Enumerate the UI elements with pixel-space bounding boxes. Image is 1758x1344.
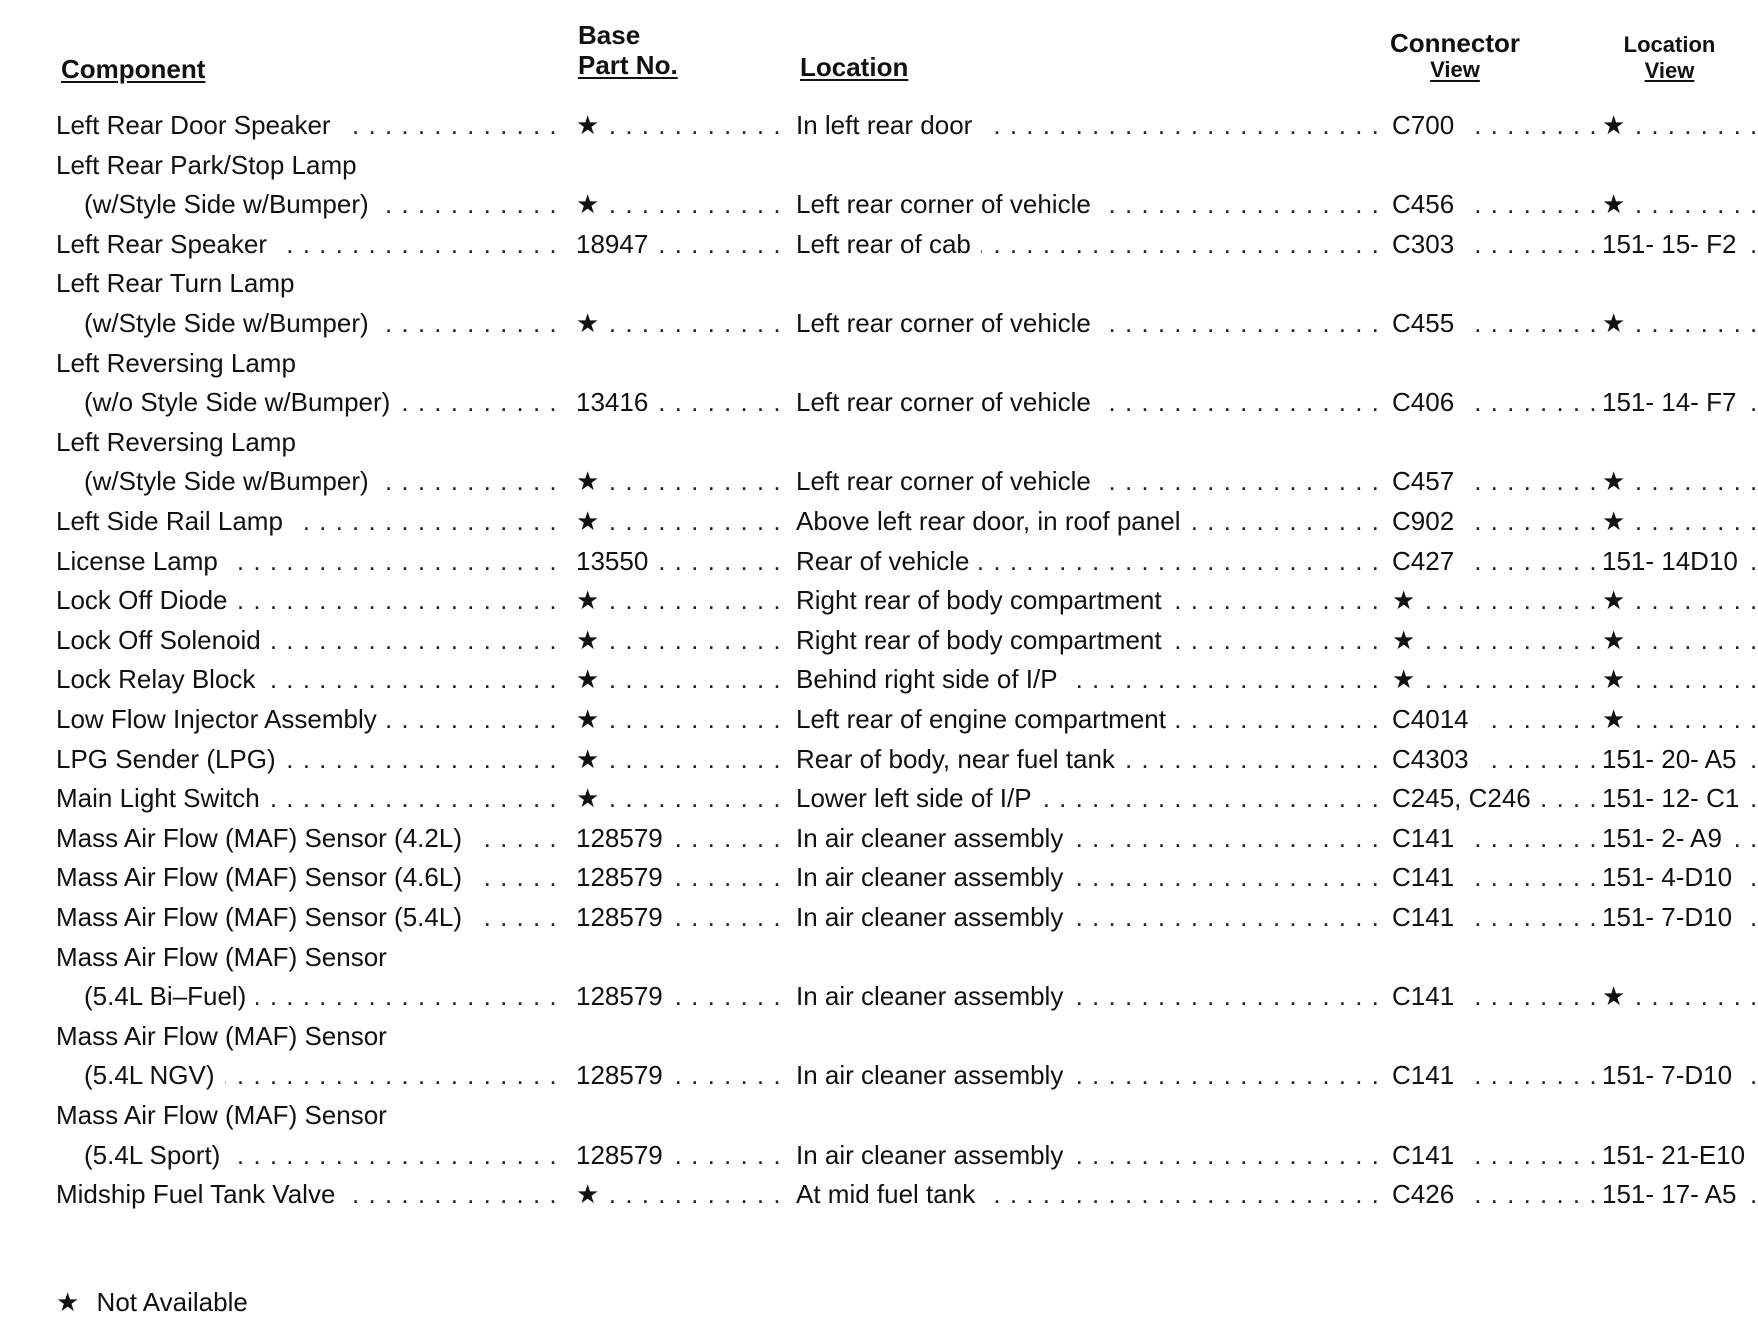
location-view-cell	[1602, 184, 1758, 224]
component-cell	[56, 897, 560, 937]
component-cell-text: (w/Style Side w/Bumper)	[56, 189, 379, 219]
connector-cell-text: ★	[1392, 625, 1425, 655]
location-cell	[796, 818, 1384, 858]
connector-cell-text: C456	[1392, 189, 1464, 219]
connector-cell-text: C427	[1392, 546, 1464, 576]
part-number-cell-text: 128579	[576, 981, 673, 1011]
connector-cell-text: C141	[1392, 1060, 1464, 1090]
table-row	[0, 303, 1758, 343]
connector-cell	[1392, 263, 1596, 303]
location-cell-text: Right rear of body compartment	[796, 625, 1172, 655]
connector-cell	[1392, 145, 1596, 185]
component-cell-text: Left Rear Door Speaker	[56, 110, 341, 140]
table-row	[0, 659, 1758, 699]
component-cell-text: (w/Style Side w/Bumper)	[56, 308, 379, 338]
connector-cell-text: C141	[1392, 862, 1464, 892]
component-cell	[56, 580, 560, 620]
part-number-cell	[576, 1174, 790, 1214]
connector-cell	[1392, 897, 1596, 937]
location-cell-text: At mid fuel tank	[796, 1179, 985, 1209]
table-row	[0, 461, 1758, 501]
header-connector-view-label: View	[1430, 57, 1480, 82]
location-view-cell	[1602, 382, 1758, 422]
location-cell	[796, 1055, 1384, 1095]
location-view-cell	[1602, 739, 1758, 779]
component-cell-text: Left Reversing Lamp	[56, 426, 296, 457]
header-location	[800, 52, 908, 82]
connector-cell	[1392, 659, 1596, 699]
component-cell	[56, 461, 560, 501]
location-view-cell-text: 151- 14- F7	[1602, 387, 1746, 417]
connector-cell-text: C426	[1392, 1179, 1464, 1209]
location-view-cell	[1602, 105, 1758, 145]
table-row	[0, 620, 1758, 660]
component-cell-text: Mass Air Flow (MAF) Sensor (4.6L)	[56, 862, 472, 892]
location-view-cell	[1602, 1095, 1758, 1135]
part-number-cell	[576, 145, 790, 185]
component-cell	[56, 976, 560, 1016]
part-number-cell	[576, 818, 790, 858]
location-cell-text: Left rear corner of vehicle	[796, 466, 1101, 496]
part-number-cell-text: ★	[576, 783, 609, 813]
location-view-cell-text: 151- 14D10	[1602, 546, 1748, 576]
table-row	[0, 976, 1758, 1016]
connector-cell	[1392, 620, 1596, 660]
location-cell	[796, 1016, 1384, 1056]
part-number-cell	[576, 1135, 790, 1175]
part-number-cell-text: ★	[576, 625, 609, 655]
part-number-cell-text: ★	[576, 110, 609, 140]
location-view-cell-text: 151- 20- A5	[1602, 744, 1746, 774]
location-cell	[796, 1174, 1384, 1214]
connector-cell	[1392, 184, 1596, 224]
location-view-cell	[1602, 263, 1758, 303]
connector-cell-text: C700	[1392, 110, 1464, 140]
location-cell-text: In air cleaner assembly	[796, 1060, 1073, 1090]
component-cell-text: Lock Off Solenoid	[56, 625, 271, 655]
part-number-cell	[576, 897, 790, 937]
part-number-cell	[576, 937, 790, 977]
table-row	[0, 382, 1758, 422]
location-cell	[796, 541, 1384, 581]
location-cell-text: Left rear corner of vehicle	[796, 308, 1101, 338]
component-cell-text: Left Rear Turn Lamp	[56, 268, 295, 299]
location-view-cell-text: ★	[1602, 189, 1635, 219]
location-cell	[796, 501, 1384, 541]
component-cell-text: (5.4L Sport)	[56, 1140, 230, 1170]
connector-cell	[1392, 1095, 1596, 1135]
location-cell-text: In air cleaner assembly	[796, 902, 1073, 932]
location-view-cell	[1602, 818, 1758, 858]
component-cell-text: Lock Off Diode	[56, 585, 238, 615]
header-part-no-label: Part No.	[578, 50, 678, 80]
location-view-cell	[1602, 620, 1758, 660]
component-cell-text: Left Rear Speaker	[56, 229, 277, 259]
header-location-label: Location	[800, 52, 909, 82]
connector-cell	[1392, 501, 1596, 541]
location-view-cell-text: 151- 17- A5	[1602, 1179, 1746, 1209]
component-cell-text: Left Side Rail Lamp	[56, 506, 293, 536]
connector-cell	[1392, 1135, 1596, 1175]
header-connector-label: Connector	[1390, 28, 1520, 58]
part-number-cell-text: 128579	[576, 823, 673, 853]
connector-cell	[1392, 857, 1596, 897]
component-cell	[56, 659, 560, 699]
table-row	[0, 184, 1758, 224]
part-number-cell-text: ★	[576, 189, 609, 219]
connector-cell	[1392, 818, 1596, 858]
component-cell	[56, 303, 560, 343]
location-view-cell	[1602, 1016, 1758, 1056]
header-connector-view	[1380, 28, 1530, 82]
table-row	[0, 937, 1758, 977]
location-cell	[796, 145, 1384, 185]
location-cell	[796, 897, 1384, 937]
component-cell	[56, 1135, 560, 1175]
connector-cell	[1392, 580, 1596, 620]
component-cell	[56, 145, 560, 185]
table-row	[0, 1174, 1758, 1214]
table-row	[0, 422, 1758, 462]
location-view-cell-text: ★	[1602, 664, 1635, 694]
connector-cell-text: C141	[1392, 902, 1464, 932]
location-view-cell-text: 151- 21-E10	[1602, 1140, 1755, 1170]
location-view-cell	[1602, 1174, 1758, 1214]
footnote-text: Not Available	[96, 1287, 248, 1317]
part-number-cell-text: 128579	[576, 1140, 673, 1170]
component-cell	[56, 422, 560, 462]
component-cell-text: Mass Air Flow (MAF) Sensor	[56, 1100, 387, 1130]
table-row	[0, 857, 1758, 897]
footnote	[56, 1284, 248, 1320]
location-view-cell	[1602, 937, 1758, 977]
header-component-label: Component	[61, 54, 206, 84]
connector-cell	[1392, 303, 1596, 343]
connector-cell-text: C4303	[1392, 744, 1479, 774]
connector-cell	[1392, 778, 1596, 818]
component-cell-text: (w/o Style Side w/Bumper)	[56, 387, 400, 417]
connector-cell	[1392, 541, 1596, 581]
part-number-cell	[576, 739, 790, 779]
location-view-cell	[1602, 778, 1758, 818]
connector-cell	[1392, 1174, 1596, 1214]
component-cell	[56, 184, 560, 224]
component-cell	[56, 343, 560, 383]
component-cell	[56, 1174, 560, 1214]
location-cell	[796, 580, 1384, 620]
connector-cell-text: C141	[1392, 981, 1464, 1011]
part-number-cell	[576, 263, 790, 303]
part-number-cell-text: 128579	[576, 902, 673, 932]
location-view-cell-text: 151- 7-D10	[1602, 902, 1742, 932]
location-view-cell-text: ★	[1602, 308, 1635, 338]
location-view-cell	[1602, 1135, 1758, 1175]
part-number-cell	[576, 343, 790, 383]
component-cell	[56, 263, 560, 303]
location-view-cell	[1602, 699, 1758, 739]
location-view-cell-text: 151- 7-D10	[1602, 1060, 1742, 1090]
component-cell	[56, 857, 560, 897]
part-number-cell	[576, 541, 790, 581]
location-cell	[796, 461, 1384, 501]
location-cell	[796, 422, 1384, 462]
header-base-part	[578, 20, 678, 80]
location-cell-text: Behind right side of I/P	[796, 664, 1068, 694]
location-cell-text: In air cleaner assembly	[796, 981, 1073, 1011]
part-number-cell	[576, 184, 790, 224]
part-number-cell	[576, 976, 790, 1016]
component-cell-text: Mass Air Flow (MAF) Sensor	[56, 941, 387, 972]
component-cell	[56, 818, 560, 858]
connector-cell	[1392, 739, 1596, 779]
part-number-cell	[576, 1016, 790, 1056]
table-row	[0, 699, 1758, 739]
connector-cell-text: ★	[1392, 664, 1425, 694]
location-view-cell-text: ★	[1602, 704, 1635, 734]
location-cell-text: Rear of vehicle	[796, 546, 979, 576]
table-row	[0, 105, 1758, 145]
location-cell	[796, 224, 1384, 264]
part-number-cell	[576, 303, 790, 343]
connector-cell-text: ★	[1392, 585, 1425, 615]
table-row	[0, 818, 1758, 858]
location-cell-text: Above left rear door, in roof panel	[796, 506, 1190, 536]
component-cell-text: Lock Relay Block	[56, 664, 265, 694]
component-cell-text: Midship Fuel Tank Valve	[56, 1179, 345, 1209]
location-view-cell-text: 151- 15- F2	[1602, 229, 1746, 259]
table-row	[0, 224, 1758, 264]
location-cell-text: Left rear corner of vehicle	[796, 387, 1101, 417]
connector-cell-text: C245, C246	[1392, 783, 1541, 813]
part-number-cell-text: ★	[576, 506, 609, 536]
connector-cell	[1392, 1055, 1596, 1095]
location-cell-text: Left rear corner of vehicle	[796, 189, 1101, 219]
component-cell	[56, 501, 560, 541]
header-base-label: Base	[578, 20, 641, 50]
location-cell	[796, 620, 1384, 660]
header-location-view-top-label: Location	[1623, 32, 1716, 57]
component-cell-text: Low Flow Injector Assembly	[56, 704, 387, 734]
location-view-cell	[1602, 857, 1758, 897]
header-location-view	[1612, 32, 1727, 84]
part-number-cell-text: ★	[576, 664, 609, 694]
location-view-cell	[1602, 501, 1758, 541]
part-number-cell	[576, 580, 790, 620]
location-cell	[796, 699, 1384, 739]
location-cell	[796, 857, 1384, 897]
table-row	[0, 1135, 1758, 1175]
location-cell	[796, 778, 1384, 818]
connector-cell-text: C141	[1392, 1140, 1464, 1170]
component-cell-text: Mass Air Flow (MAF) Sensor (5.4L)	[56, 902, 472, 932]
location-view-cell	[1602, 976, 1758, 1016]
location-cell	[796, 739, 1384, 779]
component-cell-text: (w/Style Side w/Bumper)	[56, 466, 379, 496]
location-view-cell	[1602, 343, 1758, 383]
connector-cell-text: C303	[1392, 229, 1464, 259]
connector-cell	[1392, 937, 1596, 977]
part-number-cell-text: 128579	[576, 1060, 673, 1090]
component-cell-text: Left Reversing Lamp	[56, 347, 296, 378]
part-number-cell	[576, 501, 790, 541]
location-view-cell-text: ★	[1602, 506, 1635, 536]
part-number-cell	[576, 1055, 790, 1095]
part-number-cell	[576, 857, 790, 897]
connector-cell-text: C406	[1392, 387, 1464, 417]
star-icon: ★	[56, 1287, 80, 1317]
part-number-cell-text: ★	[576, 1179, 609, 1209]
location-view-cell	[1602, 1055, 1758, 1095]
location-cell	[796, 1095, 1384, 1135]
connector-cell	[1392, 343, 1596, 383]
part-number-cell	[576, 778, 790, 818]
table-row	[0, 778, 1758, 818]
location-view-cell	[1602, 422, 1758, 462]
location-cell	[796, 659, 1384, 699]
table-row	[0, 1055, 1758, 1095]
location-view-cell	[1602, 580, 1758, 620]
component-cell	[56, 1095, 560, 1135]
table-row	[0, 343, 1758, 383]
connector-cell	[1392, 699, 1596, 739]
location-view-cell-text: ★	[1602, 585, 1635, 615]
part-number-cell	[576, 105, 790, 145]
location-view-cell-text: 151- 12- C1	[1602, 783, 1749, 813]
part-number-cell	[576, 699, 790, 739]
part-number-cell-text: ★	[576, 308, 609, 338]
part-number-cell	[576, 461, 790, 501]
connector-cell-text: C4014	[1392, 704, 1479, 734]
part-number-cell	[576, 659, 790, 699]
component-cell	[56, 1055, 560, 1095]
location-cell	[796, 303, 1384, 343]
component-cell-text: LPG Sender (LPG)	[56, 744, 286, 774]
connector-cell	[1392, 105, 1596, 145]
table-row	[0, 897, 1758, 937]
location-cell	[796, 263, 1384, 303]
location-cell	[796, 937, 1384, 977]
location-view-cell	[1602, 224, 1758, 264]
location-cell-text: In air cleaner assembly	[796, 823, 1073, 853]
component-cell	[56, 739, 560, 779]
location-view-cell	[1602, 659, 1758, 699]
header-location-view-label: View	[1644, 58, 1695, 83]
component-cell	[56, 937, 560, 977]
connector-cell-text: C455	[1392, 308, 1464, 338]
table-row	[0, 739, 1758, 779]
part-number-cell	[576, 422, 790, 462]
part-number-cell-text: 18947	[576, 229, 658, 259]
part-number-cell-text: ★	[576, 704, 609, 734]
location-cell-text: In left rear door	[796, 110, 982, 140]
connector-cell	[1392, 976, 1596, 1016]
component-cell	[56, 105, 560, 145]
part-number-cell-text: ★	[576, 466, 609, 496]
location-cell	[796, 976, 1384, 1016]
part-number-cell-text: 13416	[576, 387, 658, 417]
location-cell-text: Left rear of engine compartment	[796, 704, 1176, 734]
part-number-cell-text: 128579	[576, 862, 673, 892]
header-component	[61, 54, 205, 84]
part-number-cell-text: 13550	[576, 546, 658, 576]
location-cell-text: In air cleaner assembly	[796, 1140, 1073, 1170]
table-row	[0, 501, 1758, 541]
location-cell-text: Rear of body, near fuel tank	[796, 744, 1125, 774]
location-view-cell	[1602, 303, 1758, 343]
component-cell	[56, 778, 560, 818]
component-cell-text: (5.4L Bi–Fuel)	[56, 981, 256, 1011]
table-row	[0, 263, 1758, 303]
location-view-cell-text: ★	[1602, 466, 1635, 496]
component-cell	[56, 620, 560, 660]
location-view-cell	[1602, 145, 1758, 185]
location-cell	[796, 343, 1384, 383]
location-cell	[796, 105, 1384, 145]
location-cell	[796, 382, 1384, 422]
table-row	[0, 1095, 1758, 1135]
connector-cell	[1392, 422, 1596, 462]
location-view-cell-text: ★	[1602, 110, 1635, 140]
component-cell-text: Mass Air Flow (MAF) Sensor	[56, 1020, 387, 1051]
component-cell	[56, 382, 560, 422]
location-cell-text: In air cleaner assembly	[796, 862, 1073, 892]
connector-cell	[1392, 382, 1596, 422]
component-cell	[56, 541, 560, 581]
location-view-cell	[1602, 541, 1758, 581]
part-number-cell	[576, 224, 790, 264]
connector-cell	[1392, 224, 1596, 264]
table-row	[0, 1016, 1758, 1056]
component-cell-text: (5.4L NGV)	[56, 1060, 225, 1090]
location-cell-text: Right rear of body compartment	[796, 585, 1172, 615]
location-cell	[796, 184, 1384, 224]
connector-cell-text: C902	[1392, 506, 1464, 536]
location-cell-text: Lower left side of I/P	[796, 783, 1042, 813]
table-row	[0, 145, 1758, 185]
location-view-cell	[1602, 897, 1758, 937]
part-number-cell	[576, 620, 790, 660]
location-view-cell-text: 151- 4-D10	[1602, 862, 1742, 892]
component-cell-text: Main Light Switch	[56, 783, 270, 813]
table-row	[0, 580, 1758, 620]
location-view-cell-text: ★	[1602, 625, 1635, 655]
location-view-cell-text: ★	[1602, 981, 1635, 1011]
component-cell	[56, 1016, 560, 1056]
component-cell-text: Left Rear Park/Stop Lamp	[56, 149, 357, 180]
part-number-cell	[576, 382, 790, 422]
part-number-cell-text: ★	[576, 585, 609, 615]
connector-cell	[1392, 1016, 1596, 1056]
connector-cell	[1392, 461, 1596, 501]
connector-cell-text: C141	[1392, 823, 1464, 853]
location-view-cell-text: 151- 2- A9	[1602, 823, 1732, 853]
component-cell	[56, 224, 560, 264]
location-view-cell	[1602, 461, 1758, 501]
table-row	[0, 541, 1758, 581]
component-cell-text: License Lamp	[56, 546, 228, 576]
location-cell-text: Left rear of cab	[796, 229, 981, 259]
location-cell	[796, 1135, 1384, 1175]
component-cell	[56, 699, 560, 739]
component-cell-text: Mass Air Flow (MAF) Sensor (4.2L)	[56, 823, 472, 853]
connector-cell-text: C457	[1392, 466, 1464, 496]
part-number-cell-text: ★	[576, 744, 609, 774]
part-number-cell	[576, 1095, 790, 1135]
